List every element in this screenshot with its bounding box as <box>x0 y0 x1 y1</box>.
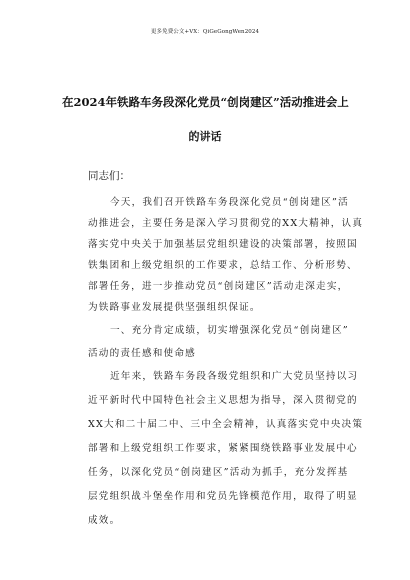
header-note: 更多免费公文+VX：QiGeGongWen2024 <box>150 29 260 35</box>
paragraph-line: 部署和上级党组织工作要求，紧紧围绕铁路事业发展中心 <box>88 443 358 454</box>
section-heading-line: 活动的责任感和使命感 <box>88 348 196 359</box>
paragraph-line: 今天，我们召开铁路车务段深化党员“创岗建区”活 <box>110 197 349 208</box>
paragraph-line: 近平新时代中国特色社会主义思想为指导，深入贯彻党的 <box>88 395 358 406</box>
document-title-line-2: 的讲话 <box>188 130 222 143</box>
paragraph-line: 成效。 <box>88 515 121 526</box>
paragraph-line: 层党组织战斗堡垒作用和党员先锋模范作用，取得了明显 <box>88 491 358 502</box>
paragraph-line: 任务，以深化党员“创岗建区”活动为抓手，充分发挥基 <box>88 467 349 478</box>
paragraph-line: XX大和二十届二中、三中全会精神，认真落实党中央决策 <box>88 419 364 430</box>
document-title-line-1: 在2024年铁路车务段深化党员“创岗建区”活动推进会上 <box>62 95 349 109</box>
paragraph-line: 落实党中央关于加强基层党组织建设的决策部署，按照国 <box>88 239 358 250</box>
paragraph-line: 为铁路事业发展提供坚强组织保证。 <box>88 302 261 313</box>
paragraph-line: 近年来，铁路车务段各级党组织和广大党员坚持以习 <box>110 371 359 382</box>
paragraph-line: 部署任务，进一步推动党员“创岗建区”活动走深走实， <box>88 281 349 292</box>
salutation: 同志们： <box>88 170 130 182</box>
paragraph-line: 铁集团和上级党组织的工作要求，总结工作、分析形势、 <box>88 260 358 271</box>
section-heading-line: 一、充分肯定成绩，切实增强深化党员“创岗建区” <box>110 325 349 336</box>
paragraph-line: 动推进会，主要任务是深入学习贯彻党的XX大精神，认真 <box>88 218 364 229</box>
